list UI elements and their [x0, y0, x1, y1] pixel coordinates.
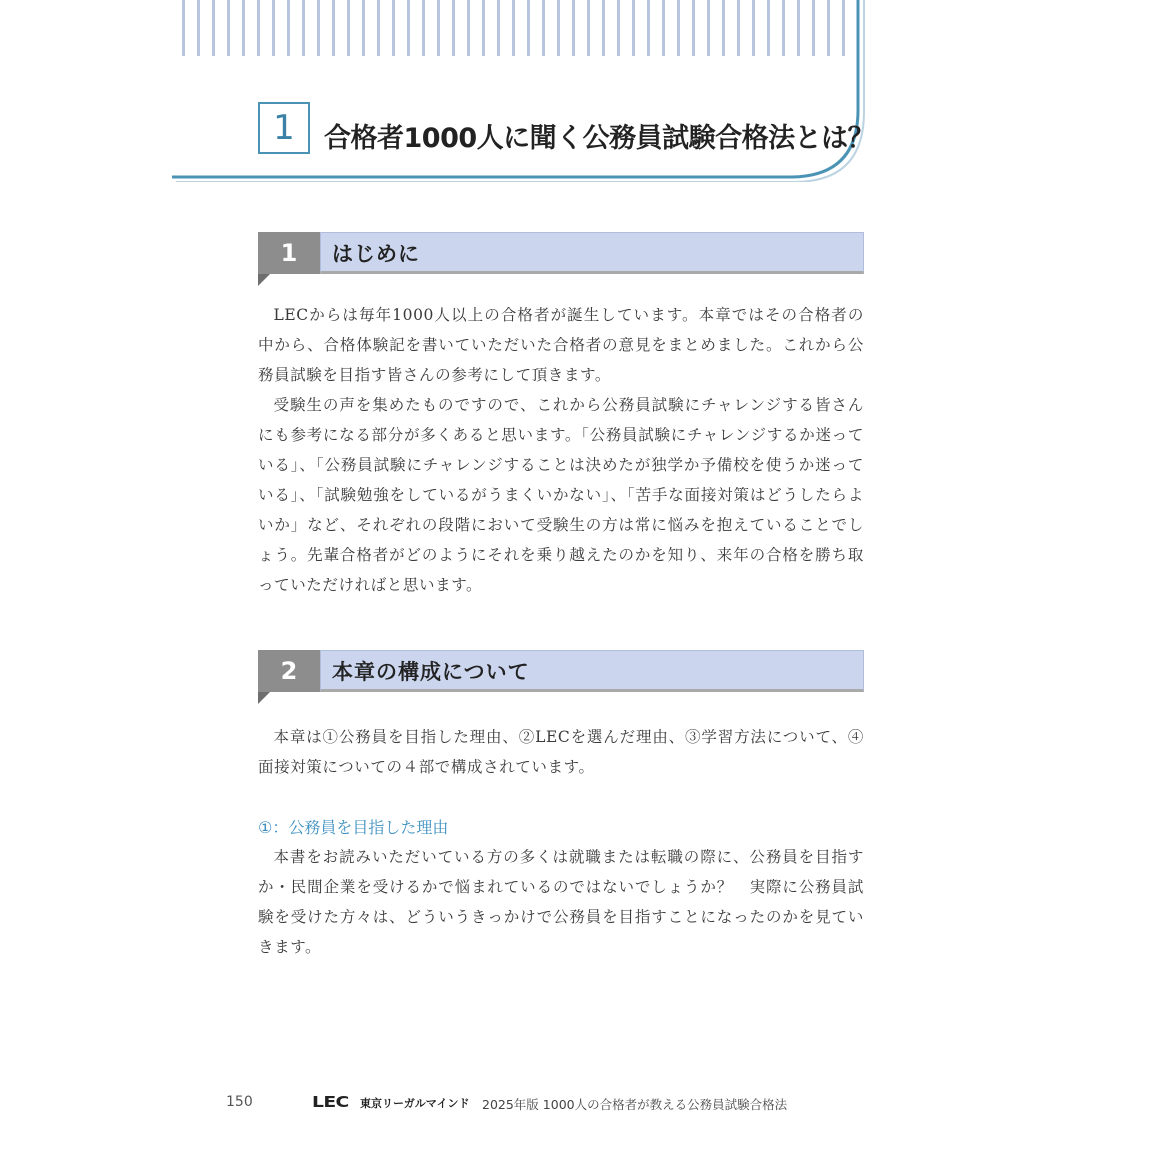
- subsection-title: ①：公務員を目指した理由: [258, 818, 449, 837]
- section-number: 2: [258, 650, 320, 692]
- paragraph-structure: 本章は①公務員を目指した理由、②LECを選んだ理由、③学習方法について、④面接対策についての４部で構成されています。: [258, 728, 864, 776]
- paragraph-intro-2: 受験生の声を集めたものですので、これから公務員試験にチャレンジする皆さんにも参考になる部分が多くあると思います。「公務員試験にチャレンジするか迷っている」、「公務員試験にチャレンジすることは決めたが独学か予備校を使うか迷っている」、「試験勉強をしているがうまくいかない」、「苦手な面接対策はどうしたらよいか」など、それぞれの段階において受験生の方は常に悩みを抱えていることでしょう。先輩合格者がどのようにそれを乗り越えたのかを知り、来年の合格を勝ち取っていただければと思います。: [258, 396, 864, 594]
- paragraph-reasons: 本書をお読みいただいている方の多くは就職または転職の際に、公務員を目指すか・民間企業を受けるかで悩まれているのではないでしょうか？ 実際に公務員試験を受けた方々は、どういうきっかけで公務員を目指すことになったのかを見ていきます。: [258, 848, 864, 956]
- lec-logo: LEC: [312, 1093, 349, 1111]
- section-title: はじめに: [332, 242, 420, 266]
- chapter-header: [172, 0, 875, 182]
- paragraph-intro-1: LECからは毎年1000人以上の合格者が誕生しています。本章ではその合格者の中から、合格体験記を書いていただいた合格者の意見をまとめました。これから公務員試験を目指す皆さんの参考にして頂きます。: [258, 306, 864, 384]
- section-notch: [258, 274, 270, 286]
- chapter-title: 合格者1000人に聞く公務員試験合格法とは？: [324, 123, 875, 154]
- section-notch: [258, 692, 270, 704]
- section-heading-2: [258, 650, 864, 692]
- company-name: 東京リーガルマインド: [360, 1097, 470, 1110]
- book-title: 2025年版 1000人の合格者が教える公務員試験合格法: [482, 1097, 788, 1112]
- section-heading-1: [258, 232, 864, 274]
- section-title: 本章の構成について: [332, 660, 530, 684]
- page-number: 150: [226, 1094, 253, 1110]
- chapter-number: 1: [258, 102, 310, 154]
- section-number: 1: [258, 232, 320, 274]
